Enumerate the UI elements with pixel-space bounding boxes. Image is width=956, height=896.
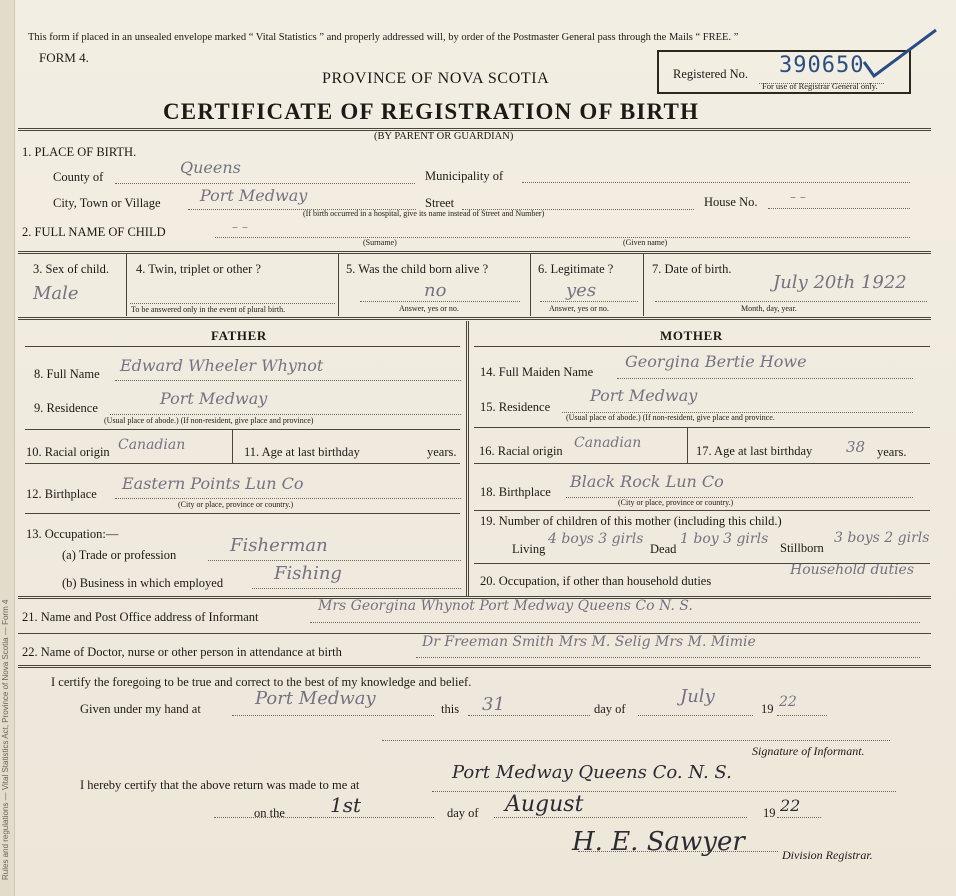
given-year-value: 22	[779, 694, 797, 710]
mother-rule	[474, 346, 930, 347]
father-trade-value: Fisherman	[230, 535, 328, 556]
mother-name-value: Georgina Bertie Howe	[625, 352, 807, 371]
form-number: FORM 4.	[39, 50, 89, 65]
registrar-day-line	[310, 817, 434, 818]
city-value: Port Medway	[200, 186, 308, 205]
registrar-month-value: August	[505, 792, 584, 817]
alive-note: Answer, yes or no.	[399, 304, 459, 313]
mother-racial-value: Canadian	[574, 435, 642, 451]
informant-signature-label: Signature of Informant.	[752, 744, 865, 758]
mother-stillborn-value: 3 boys 2 girls	[834, 530, 930, 546]
mother-heading: MOTHER	[660, 328, 723, 343]
given-dayof-label: day of	[594, 702, 626, 716]
father-rule	[25, 429, 460, 430]
father-birthplace-note: (City or place, province or country.)	[178, 500, 294, 509]
father-business-line	[252, 588, 461, 589]
twin-line	[130, 303, 335, 304]
county-label: County of	[53, 170, 104, 184]
certify-top-rule	[18, 665, 931, 668]
mother-racial-label: 16. Racial origin	[479, 444, 563, 458]
divider	[530, 254, 531, 316]
registrar-dayof-label: day of	[447, 806, 479, 820]
child-name-line	[215, 237, 910, 238]
street-label: Street	[425, 196, 455, 210]
mother-age-label: 17. Age at last birthday	[696, 444, 813, 458]
registrar-signature: H. E. Sawyer	[572, 827, 745, 857]
date-of-birth-line	[655, 301, 927, 302]
registrar-year-value: 22	[780, 796, 801, 815]
father-rule	[25, 513, 460, 514]
margin-text: Rules and regulations — Vital Statistics Act, Province of Nova Scotia — Form 4	[1, 599, 10, 880]
date-of-birth-value: July 20th 1922	[773, 272, 907, 293]
father-trade-label: (a) Trade or profession	[62, 548, 177, 562]
father-residence-value: Port Medway	[160, 389, 268, 408]
legitimate-value: yes	[566, 280, 597, 301]
registered-number: 390650	[779, 53, 865, 78]
father-name-value: Edward Wheeler Whynot	[120, 356, 324, 375]
mother-dead-label: Dead	[650, 542, 677, 556]
father-occupation-label: 13. Occupation:—	[26, 527, 119, 541]
given-label: Given under my hand at	[80, 702, 201, 716]
mother-residence-note: (Usual place of abode.) (If non-resident, give place and province.	[566, 413, 775, 422]
father-business-value: Fishing	[274, 563, 342, 584]
given-year-prefix: 19	[761, 702, 774, 716]
row3-top-rule	[18, 251, 931, 254]
father-racial-label: 10. Racial origin	[26, 445, 110, 459]
mother-birthplace-value: Black Rock Lun Co	[570, 472, 724, 491]
parents-top-rule	[18, 317, 931, 320]
legitimate-label: 6. Legitimate ?	[538, 262, 614, 276]
divider	[338, 254, 339, 316]
mother-age-value: 38	[846, 438, 866, 456]
divider	[232, 429, 233, 463]
place-of-birth-heading: 1. PLACE OF BIRTH.	[22, 145, 137, 159]
city-label: City, Town or Village	[53, 196, 161, 210]
mother-rule	[474, 427, 930, 428]
twin-note: To be answered only in the event of plural birth.	[131, 305, 286, 314]
father-rule	[25, 346, 460, 347]
registrar-signature-line	[578, 851, 778, 852]
mother-name-line	[617, 378, 913, 379]
father-residence-label: 9. Residence	[34, 401, 98, 415]
mother-dead-value: 1 boy 3 girls	[680, 531, 769, 547]
father-name-line	[115, 380, 461, 381]
surname-note: (Surname)	[363, 238, 397, 247]
father-name-label: 8. Full Name	[34, 367, 100, 381]
twin-label: 4. Twin, triplet or other ?	[136, 262, 261, 276]
registrar-text: I hereby certify that the above return was made to me at	[80, 778, 360, 792]
mother-children-label: 19. Number of children of this mother (including this child.)	[480, 514, 782, 528]
house-line	[768, 208, 910, 209]
hospital-note: (If birth occurred in a hospital, give its name instead of Street and Number)	[303, 209, 545, 218]
father-rule	[25, 463, 460, 464]
father-trade-line	[208, 560, 461, 561]
registrar-on-label: on the	[254, 806, 285, 820]
doctor-label: 22. Name of Doctor, nurse or other person in attendance at birth	[22, 645, 342, 659]
sex-value: Male	[33, 283, 79, 304]
divider	[687, 427, 688, 463]
registrar-day-value: 1st	[330, 793, 362, 817]
mother-rule	[474, 510, 930, 511]
doctor-value: Dr Freeman Smith Mrs M. Selig Mrs M. Mimie	[422, 634, 756, 650]
municipality-label: Municipality of	[425, 169, 504, 183]
province-heading: PROVINCE OF NOVA SCOTIA	[322, 70, 550, 87]
document-title: CERTIFICATE OF REGISTRATION OF BIRTH	[163, 99, 700, 124]
mother-residence-label: 15. Residence	[480, 400, 551, 414]
registrar-place-value: Port Medway Queens Co. N. S.	[452, 762, 732, 783]
left-margin-strip	[0, 0, 15, 896]
given-year-line	[777, 715, 827, 716]
father-business-label: (b) Business in which employed	[62, 576, 224, 590]
father-residence-line	[110, 414, 461, 415]
house-value: – –	[790, 190, 806, 204]
mother-occupation-label: 20. Occupation, if other than household duties	[480, 574, 712, 588]
county-line	[115, 183, 415, 184]
given-this-label: this	[441, 702, 460, 716]
registrar-title: Division Registrar.	[782, 848, 873, 862]
mother-occupation-value: Household duties	[790, 562, 915, 578]
given-place-value: Port Medway	[255, 688, 376, 709]
certify-text: I certify the foregoing to be true and correct to the best of my knowledge and belief.	[51, 675, 472, 689]
registrar-year-prefix: 19	[763, 806, 776, 820]
alive-line	[360, 301, 520, 302]
registrar-place-line	[432, 791, 896, 792]
house-label: House No.	[704, 195, 758, 209]
registrar-month-line	[494, 817, 747, 818]
date-of-birth-label: 7. Date of birth.	[652, 262, 732, 276]
mother-birthplace-label: 18. Birthplace	[480, 485, 551, 499]
mail-notice: This form if placed in an unsealed envelope marked “ Vital Statistics ” and properly addressed will, by order of the Postmaster General pass through the Mails “ FREE. ”	[28, 32, 739, 43]
father-racial-value: Canadian	[118, 437, 186, 453]
mother-living-value: 4 boys 3 girls	[548, 531, 644, 547]
given-month-line	[638, 715, 753, 716]
doctor-line	[416, 657, 920, 658]
mother-name-label: 14. Full Maiden Name	[480, 365, 594, 379]
registrar-year-line	[777, 817, 821, 818]
informant-signature-line	[382, 740, 890, 741]
check-mark-icon	[860, 26, 940, 86]
informant-value: Mrs Georgina Whynot Port Medway Queens Co N. S.	[318, 598, 693, 614]
father-birthplace-label: 12. Birthplace	[26, 487, 97, 501]
alive-value: no	[424, 280, 447, 301]
registered-label: Registered No.	[673, 67, 748, 81]
informant-label: 21. Name and Post Office address of Informant	[22, 610, 259, 624]
given-month-value: July	[680, 686, 715, 707]
legitimate-note: Answer, yes or no.	[549, 304, 609, 313]
given-day-value: 31	[482, 694, 505, 715]
registered-note: For use of Registrar General only.	[762, 81, 878, 91]
document-subtitle: (BY PARENT OR GUARDIAN)	[374, 131, 514, 142]
mother-rule	[474, 463, 930, 464]
county-value: Queens	[180, 158, 241, 177]
top-rule	[18, 128, 931, 131]
sex-label: 3. Sex of child.	[33, 262, 110, 276]
divider	[643, 254, 644, 316]
mother-years-label: years.	[877, 445, 907, 459]
child-name-heading: 2. FULL NAME OF CHILD	[22, 225, 166, 239]
mother-birthplace-note: (City or place, province or country.)	[618, 498, 734, 507]
given-day-line	[468, 715, 590, 716]
informant-line	[310, 622, 920, 623]
parents-divider	[466, 321, 469, 596]
mother-stillborn-label: Stillborn	[780, 541, 824, 555]
mother-residence-value: Port Medway	[590, 386, 698, 405]
given-place-line	[232, 715, 434, 716]
father-birthplace-value: Eastern Points Lun Co	[122, 474, 304, 493]
father-residence-note: (Usual place of abode.) (If non-resident, give place and province)	[104, 416, 314, 425]
legitimate-line	[540, 301, 638, 302]
alive-label: 5. Was the child born alive ?	[346, 262, 489, 276]
municipality-line	[522, 182, 910, 183]
father-heading: FATHER	[211, 328, 267, 343]
given-name-note: (Given name)	[623, 238, 668, 247]
date-of-birth-note: Month, day, year.	[741, 304, 797, 313]
father-birthplace-line	[115, 498, 461, 499]
child-name-value: – –	[232, 220, 248, 234]
mother-living-label: Living	[512, 542, 546, 556]
divider	[126, 254, 127, 316]
father-age-label: 11. Age at last birthday	[244, 445, 360, 459]
father-years-label: years.	[427, 445, 457, 459]
